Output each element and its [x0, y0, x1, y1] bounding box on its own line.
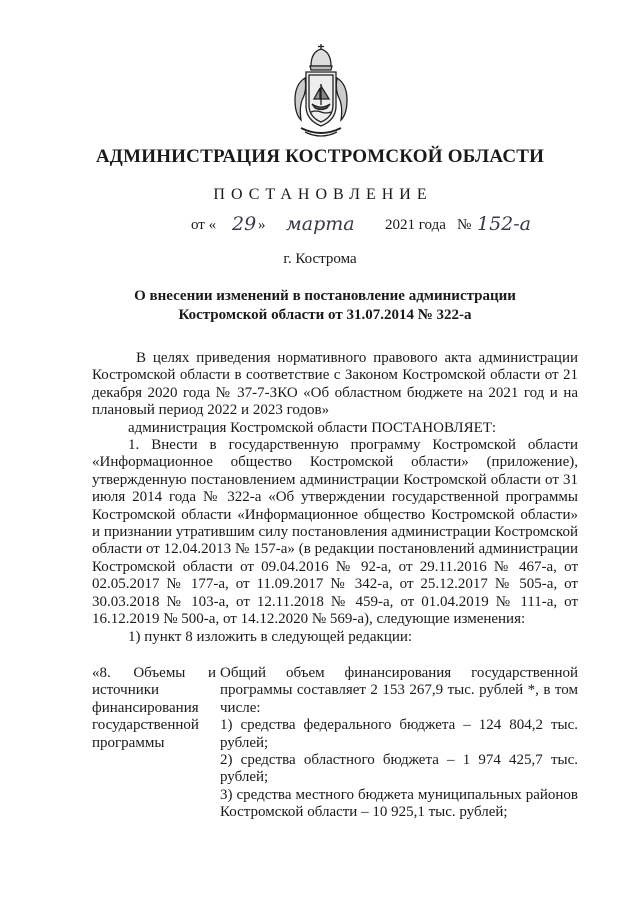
subject-line: Костромской области от 31.07.2014 № 322-а — [178, 307, 472, 323]
coat-of-arms-emblem — [289, 44, 353, 142]
document-body — [92, 350, 578, 646]
funding-line: 1) средства федерального бюджета – 124 804,2 тыс. рублей; — [220, 717, 578, 751]
table-left-cell — [92, 665, 216, 752]
body-paragraph: администрация Костромской области ПОСТАНОВЛЯЕТ: — [128, 419, 497, 436]
item-word: и — [207, 665, 216, 681]
city: г. Кострома — [283, 251, 357, 267]
funding-line: 2) средства областного бюджета – 1 974 425,7 тыс. рублей; — [220, 752, 578, 786]
subject-line: О внесении изменений в постановление администрации — [134, 288, 516, 304]
table-right-cell — [220, 665, 578, 822]
funding-line: Общий объем финансирования государственной программы составляет 2 153 267,9 тыс. рублей *, в том числе: — [220, 665, 578, 716]
body-paragraph: 1) пункт 8 изложить в следующей редакции: — [128, 628, 413, 645]
doc-number-handwritten: 152-а — [477, 213, 532, 235]
doc-number-label: № — [457, 217, 472, 233]
body-paragraph: 1. Внести в государственную программу Костромской области «Информационное общество Костромской области» (приложение), утвержденную постановлением администрации Костромской области от 31 июля 2014 года № 322-а «Об утверждении государственной программы Костромской области «Информационное общество Костромской области» и признании утратившим силу постановления администрации Костромской области от 12.04.2013 № 157-а» (в редакции постановлений администрации Костромской области от 09.04.2016 № 92-а, от 29.11.2016 № 467-а, от 02.05.2017 № 177-а, от 11.09.2017 № 342-а, от 25.12.2017 № 505-а, от 30.03.2018 № 103-а, от 12.11.2018 № 459-а, от 01.04.2019 № 111-а, от 16.12.2019 № 500-а, от 14.12.2020 № 569-а), следующие изменения: — [92, 437, 578, 628]
date-line — [0, 213, 640, 247]
date-day-handwritten: 29 — [232, 213, 257, 235]
date-prefix: от « — [191, 217, 217, 233]
funding-line: 3) средства местного бюджета муниципальных районов Костромской области – 10 925,1 тыс. рублей; — [220, 786, 578, 821]
organization-title: АДМИНИСТРАЦИЯ КОСТРОМСКОЙ ОБЛАСТИ — [95, 146, 545, 167]
item-word: Объемы — [133, 665, 186, 681]
document-type: ПОСТАНОВЛЕНИЕ — [213, 186, 433, 203]
item-title-rest: источники финансирования государственной программы — [92, 682, 199, 751]
date-day-close: » — [258, 217, 266, 233]
date-year: 2021 года — [385, 217, 446, 233]
document-subject — [110, 287, 540, 325]
item-number: «8. — [92, 665, 111, 681]
date-month-handwritten: марта — [286, 213, 355, 235]
body-paragraph: В целях приведения нормативного правового акта администрации Костромской области в соответствие с Законом Костромской области от 21 декабря 2020 года № 37-7-ЗКО «Об областном бюджете на 2021 год и на плановый период 2022 и 2023 годов» — [92, 350, 578, 419]
